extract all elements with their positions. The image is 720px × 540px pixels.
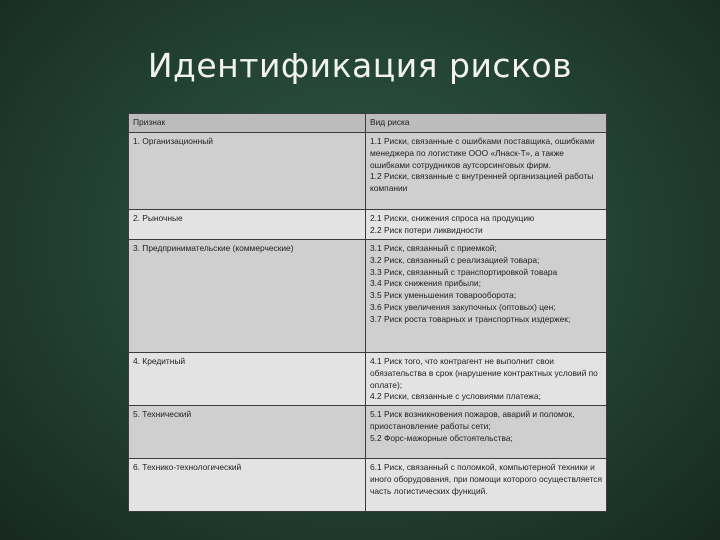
row-risk-cell: 5.1 Риск возникновения пожаров, аварий и поломок, приостановление работы сети; 5.2 Форс-мажорные обстоятельства; <box>366 406 607 459</box>
row-sign-cell: 1. Организационный <box>129 133 366 210</box>
row-risk-cell: 1.1 Риски, связанные с ошибками поставщика, ошибками менеджера по логистике ООО «Лнаск-Т», а также ошибками сотрудников аутсорсинговых фирм. 1.2 Риски, связанные с внутренней организацией работы компании <box>366 133 607 210</box>
header-risk-type: Вид риска <box>366 114 607 133</box>
row-sign-cell: 3. Предпринимательские (коммерческие) <box>129 240 366 353</box>
table-row <box>129 210 607 240</box>
table-row <box>129 353 607 406</box>
row-sign-cell: 6. Технико-технологический <box>129 459 366 512</box>
risk-identification-table <box>128 113 607 512</box>
table-row <box>129 406 607 459</box>
header-sign: Признак <box>129 114 366 133</box>
row-risk-cell: 2.1 Риски, снижения спроса на продукцию 2.2 Риск потери ликвидности <box>366 210 607 240</box>
slide-title: Идентификация рисков <box>147 46 573 85</box>
row-sign-cell: 5. Технический <box>129 406 366 459</box>
row-risk-cell: 6.1 Риск, связанный с поломкой, компьютерной техники и иного оборудования, при помощи которого осуществляется часть логистических функций. <box>366 459 607 512</box>
table-row <box>129 133 607 210</box>
row-risk-cell: 4.1 Риск того, что контрагент не выполнит свои обязательства в срок (нарушение контрактных условий по оплате); 4.2 Риски, связанные с условиями платежа; <box>366 353 607 406</box>
row-sign-cell: 4. Кредитный <box>129 353 366 406</box>
table-row <box>129 240 607 353</box>
table-row <box>129 459 607 512</box>
table-header-row <box>129 114 607 133</box>
row-sign-cell: 2. Рыночные <box>129 210 366 240</box>
row-risk-cell: 3.1 Риск, связанный с приемкой; 3.2 Риск, связанный с реализацией товара; 3.3 Риск, связанный с транспортировкой товара 3.4 Риск снижения прибыли; 3.5 Риск уменьшения товарооборота; 3.6 Риск увеличения закупочных (оптовых) цен; 3.7 Риск роста товарных и транспортных издержек; <box>366 240 607 353</box>
